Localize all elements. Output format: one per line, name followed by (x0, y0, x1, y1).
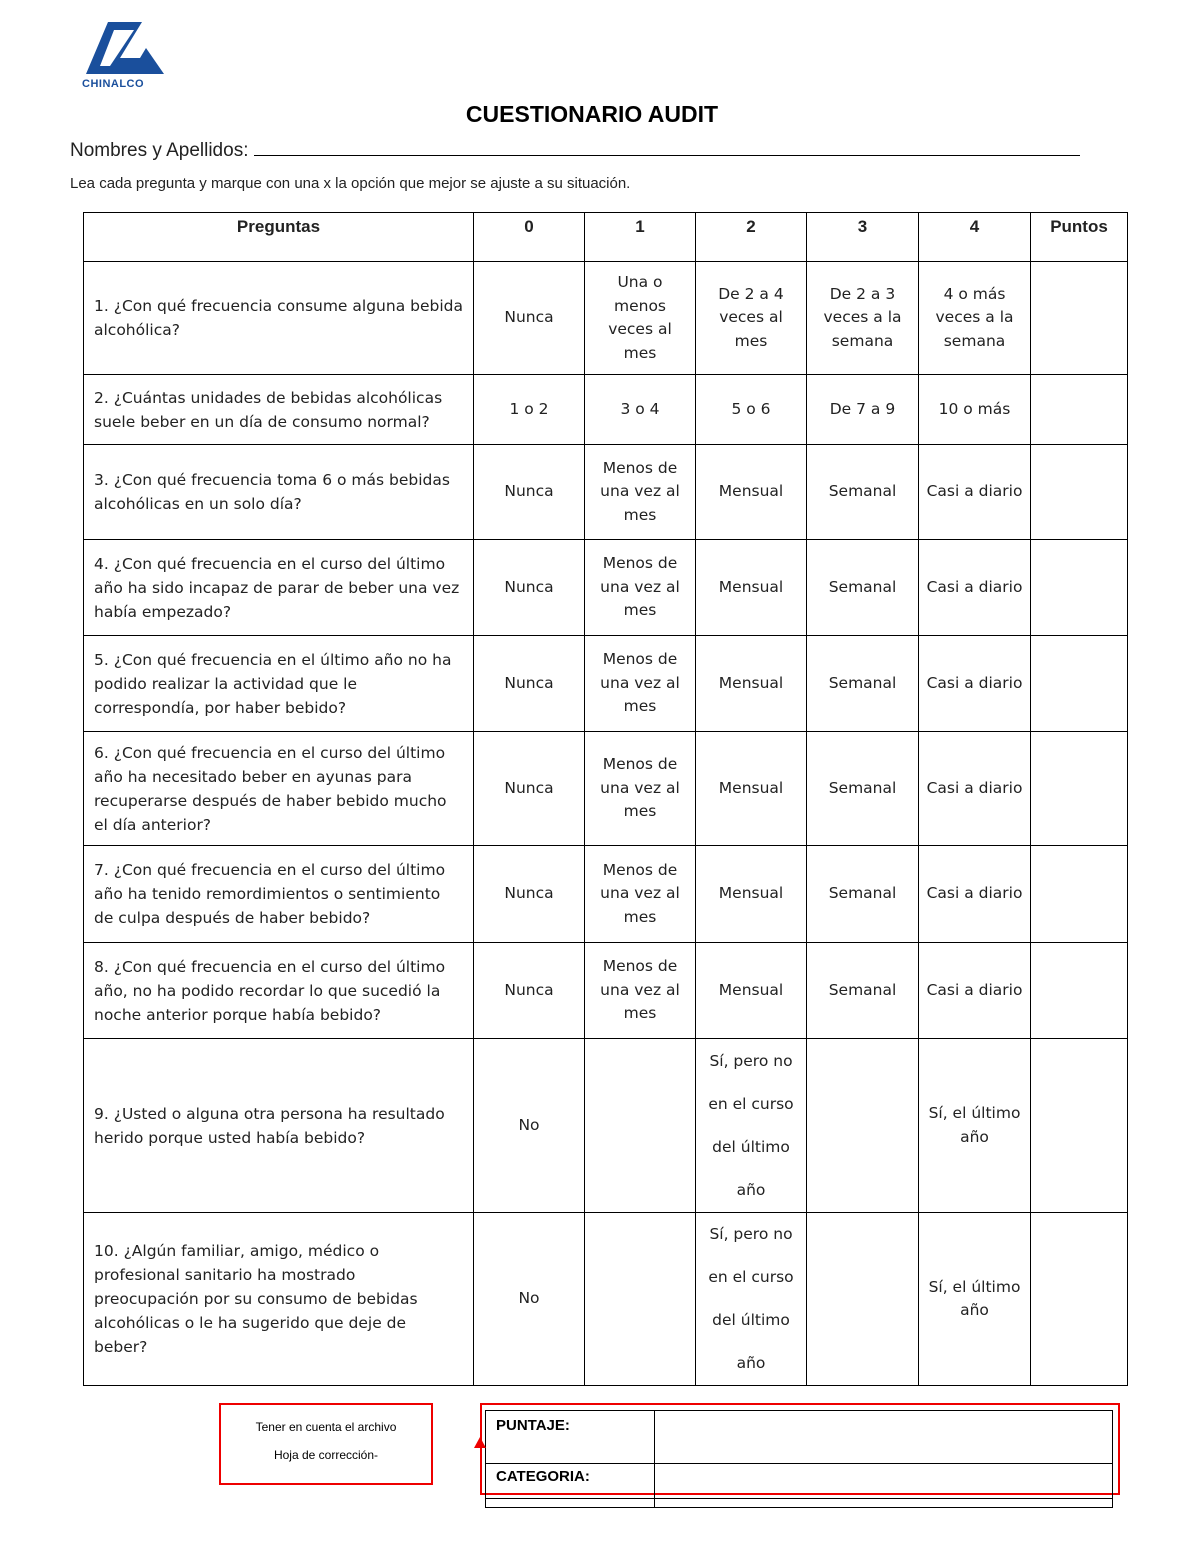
option-cell[interactable] (585, 1039, 696, 1213)
score-table (485, 1410, 1113, 1508)
option-cell[interactable]: Nunca (474, 445, 585, 540)
option-cell[interactable]: De 2 a 3 veces a la semana (807, 262, 919, 375)
option-cell[interactable]: Nunca (474, 636, 585, 732)
option-cell[interactable]: Nunca (474, 943, 585, 1039)
option-cell[interactable]: 10 o más (919, 375, 1031, 445)
option-cell[interactable]: Nunca (474, 540, 585, 636)
header-0: 0 (474, 213, 585, 262)
option-cell[interactable] (585, 1213, 696, 1386)
points-cell[interactable] (1031, 1039, 1128, 1213)
option-cell[interactable]: Casi a diario (919, 732, 1031, 846)
name-field[interactable] (70, 133, 1080, 162)
header-3: 3 (807, 213, 919, 262)
option-cell[interactable]: Sí, pero no en el curso del último año (696, 1039, 807, 1213)
instructions: Lea cada pregunta y marque con una x la opción que mejor se ajuste a su situación. (70, 175, 631, 192)
option-cell[interactable]: De 7 a 9 (807, 375, 919, 445)
option-cell[interactable]: Menos de una vez al mes (585, 445, 696, 540)
option-cell[interactable]: Sí, pero no en el curso del último año (696, 1213, 807, 1386)
option-cell[interactable]: Menos de una vez al mes (585, 636, 696, 732)
option-cell[interactable]: Casi a diario (919, 445, 1031, 540)
option-cell[interactable]: De 2 a 4 veces al mes (696, 262, 807, 375)
option-cell[interactable]: Sí, el último año (919, 1039, 1031, 1213)
puntaje-row (486, 1411, 1113, 1464)
points-cell[interactable] (1031, 943, 1128, 1039)
points-cell[interactable] (1031, 1213, 1128, 1386)
note-line-2: Hoja de corrección- (273, 1448, 379, 1462)
points-cell[interactable] (1031, 540, 1128, 636)
question-cell: 10. ¿Algún familiar, amigo, médico o profesional sanitario ha mostrado preocupación por su consumo de bebidas alcohólicas o le ha sugerido que deje de beber? (84, 1213, 474, 1386)
option-cell[interactable]: Semanal (807, 636, 919, 732)
option-cell[interactable]: Mensual (696, 540, 807, 636)
header-1: 1 (585, 213, 696, 262)
option-cell[interactable]: Semanal (807, 445, 919, 540)
option-cell[interactable]: Semanal (807, 846, 919, 943)
name-blank-line[interactable] (254, 133, 1080, 156)
points-cell[interactable] (1031, 846, 1128, 943)
option-cell[interactable]: Casi a diario (919, 943, 1031, 1039)
table-row (84, 540, 1128, 636)
option-cell[interactable]: Mensual (696, 943, 807, 1039)
option-cell[interactable] (807, 1213, 919, 1386)
table-row (84, 1039, 1128, 1213)
option-cell[interactable]: Mensual (696, 445, 807, 540)
categoria-row (486, 1464, 1113, 1499)
logo-text: CHINALCO (82, 78, 145, 90)
table-row (84, 445, 1128, 540)
question-cell: 2. ¿Cuántas unidades de bebidas alcohólicas suele beber en un día de consumo normal? (84, 375, 474, 445)
header-puntos: Puntos (1031, 213, 1128, 262)
option-cell[interactable]: Casi a diario (919, 636, 1031, 732)
option-cell[interactable]: Sí, el último año (919, 1213, 1031, 1386)
points-cell[interactable] (1031, 375, 1128, 445)
option-cell[interactable]: Menos de una vez al mes (585, 540, 696, 636)
question-cell: 5. ¿Con qué frecuencia en el último año no ha podido realizar la actividad que le correspondía, por haber bebido? (84, 636, 474, 732)
categoria-value-field[interactable] (655, 1464, 1113, 1499)
option-cell[interactable]: Nunca (474, 262, 585, 375)
question-cell: 3. ¿Con qué frecuencia toma 6 o más bebidas alcohólicas en un solo día? (84, 445, 474, 540)
points-cell[interactable] (1031, 636, 1128, 732)
option-cell[interactable]: Semanal (807, 732, 919, 846)
option-cell[interactable]: Semanal (807, 943, 919, 1039)
option-cell[interactable]: Casi a diario (919, 540, 1031, 636)
option-cell[interactable]: Casi a diario (919, 846, 1031, 943)
audit-table (83, 212, 1128, 1386)
option-cell[interactable]: 3 o 4 (585, 375, 696, 445)
option-cell[interactable]: Nunca (474, 732, 585, 846)
points-cell[interactable] (1031, 732, 1128, 846)
question-cell: 4. ¿Con qué frecuencia en el curso del último año ha sido incapaz de parar de beber una vez había empezado? (84, 540, 474, 636)
question-cell: 1. ¿Con qué frecuencia consume alguna bebida alcohólica? (84, 262, 474, 375)
table-row (84, 1213, 1128, 1386)
option-cell[interactable]: Semanal (807, 540, 919, 636)
question-cell: 8. ¿Con qué frecuencia en el curso del último año, no ha podido recordar lo que sucedió la noche anterior porque había bebido? (84, 943, 474, 1039)
option-cell[interactable]: Nunca (474, 846, 585, 943)
points-cell[interactable] (1031, 445, 1128, 540)
header-4: 4 (919, 213, 1031, 262)
header-preguntas: Preguntas (84, 213, 474, 262)
points-cell[interactable] (1031, 262, 1128, 375)
puntaje-value-field[interactable] (655, 1411, 1113, 1464)
option-cell[interactable] (807, 1039, 919, 1213)
note-line-1: Tener en cuenta el archivo (255, 1420, 397, 1434)
question-cell: 7. ¿Con qué frecuencia en el curso del último año ha tenido remordimientos o sentimiento de culpa después de haber bebido? (84, 846, 474, 943)
option-cell[interactable]: Menos de una vez al mes (585, 846, 696, 943)
option-cell[interactable]: 5 o 6 (696, 375, 807, 445)
option-cell[interactable]: 1 o 2 (474, 375, 585, 445)
categoria-label: CATEGORIA: (486, 1464, 655, 1499)
option-cell[interactable]: Mensual (696, 636, 807, 732)
puntaje-label: PUNTAJE: (486, 1411, 655, 1464)
option-cell[interactable]: Menos de una vez al mes (585, 943, 696, 1039)
option-cell[interactable]: Mensual (696, 846, 807, 943)
extra-cell (655, 1499, 1113, 1508)
table-row (84, 375, 1128, 445)
correction-note (219, 1403, 433, 1485)
option-cell[interactable]: Una o menos veces al mes (585, 262, 696, 375)
option-cell[interactable]: Menos de una vez al mes (585, 732, 696, 846)
table-row (84, 636, 1128, 732)
question-cell: 9. ¿Usted o alguna otra persona ha resultado herido porque usted había bebido? (84, 1039, 474, 1213)
header-row (84, 213, 1128, 262)
question-cell: 6. ¿Con qué frecuencia en el curso del último año ha necesitado beber en ayunas para recuperarse después de haber bebido mucho el día anterior? (84, 732, 474, 846)
option-cell[interactable]: No (474, 1039, 585, 1213)
page-title: CUESTIONARIO AUDIT (465, 101, 719, 127)
table-row (84, 732, 1128, 846)
option-cell[interactable]: 4 o más veces a la semana (919, 262, 1031, 375)
table-row (84, 943, 1128, 1039)
pointer-arrow-icon (474, 1437, 486, 1448)
table-row (84, 262, 1128, 375)
table-row (84, 846, 1128, 943)
header-2: 2 (696, 213, 807, 262)
extra-row (486, 1499, 1113, 1508)
option-cell[interactable]: No (474, 1213, 585, 1386)
name-label: Nombres y Apellidos: (70, 140, 249, 161)
option-cell[interactable]: Mensual (696, 732, 807, 846)
extra-cell (486, 1499, 655, 1508)
